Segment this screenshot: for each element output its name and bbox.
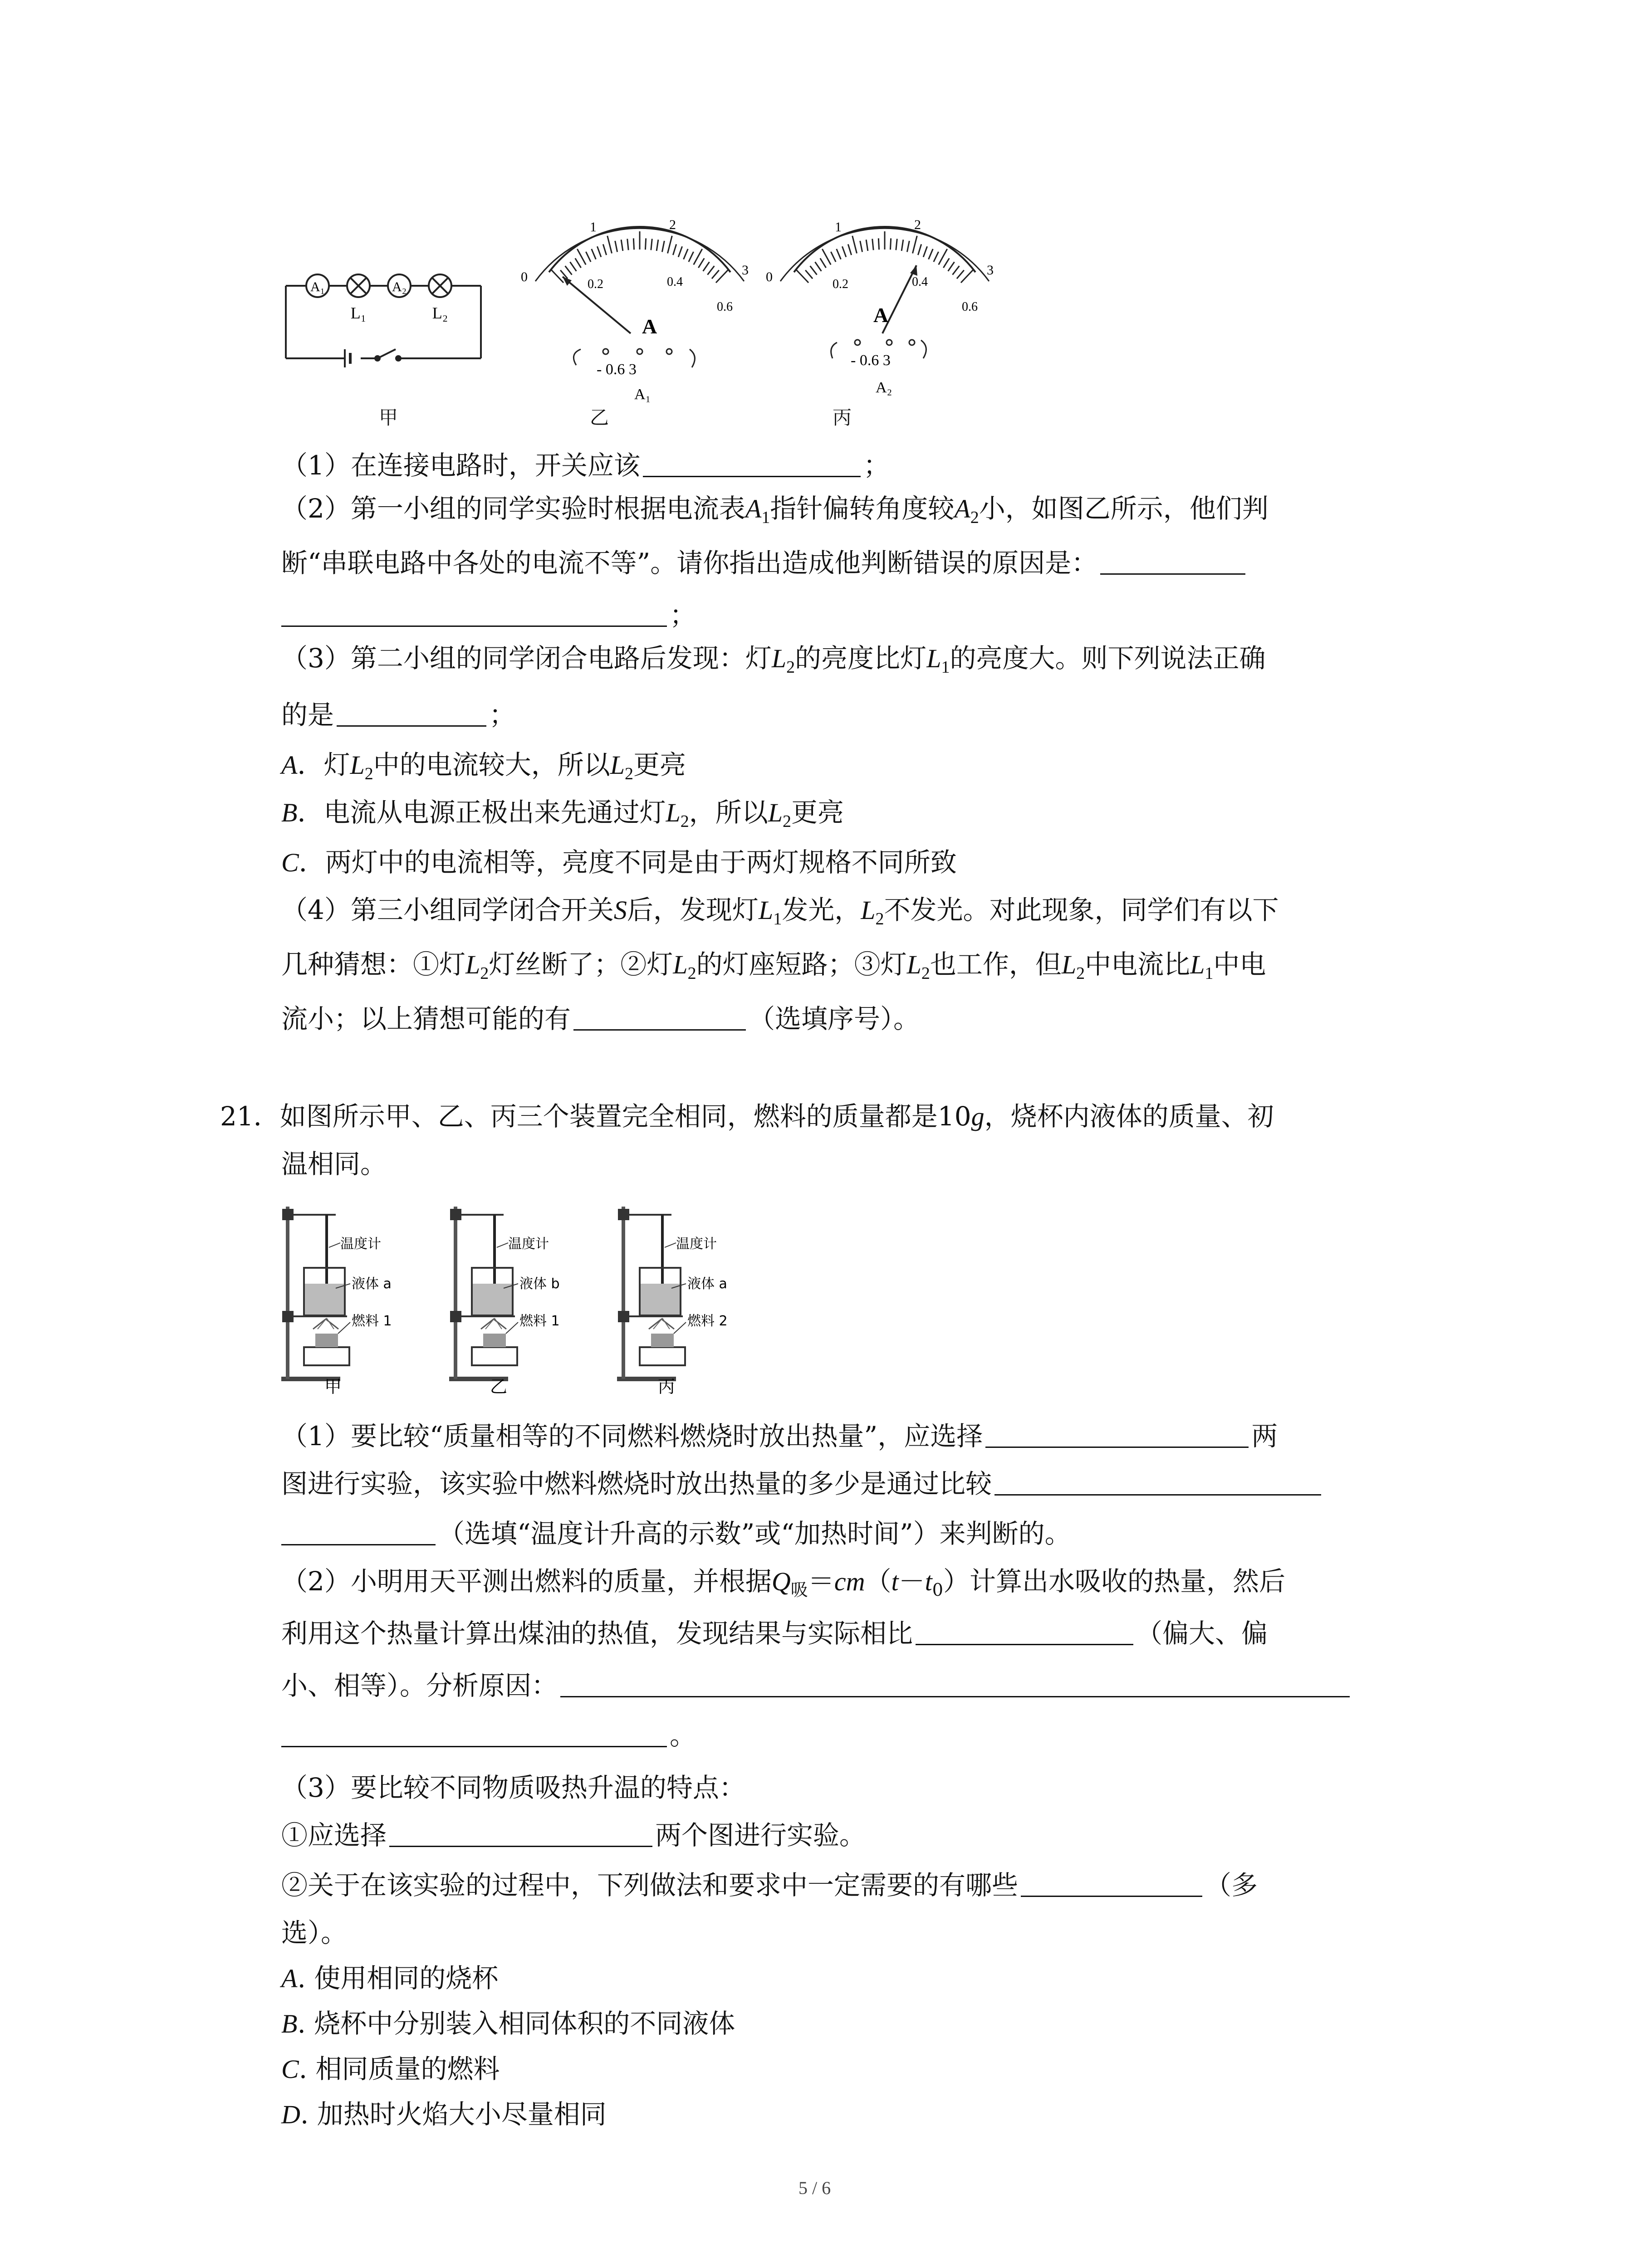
answer-blank-q21-2b[interactable] [560, 1670, 1350, 1697]
svg-text:0.2: 0.2 [588, 277, 603, 291]
dial-tick [592, 249, 596, 259]
q21-option-d: D. 加热时火焰大小尽量相同 [281, 2099, 607, 2130]
dial-tick [684, 249, 688, 259]
dial-tick [678, 246, 682, 257]
answer-blank-q20-3[interactable] [337, 699, 486, 727]
answer-blank-q21-2a[interactable] [916, 1618, 1133, 1645]
svg-text:- 0.6 3: - 0.6 3 [851, 352, 891, 369]
q20-part4-line3: 流小；以上猜想可能的有 （选填序号）。 [281, 1003, 920, 1034]
apparatus-caption-bing: 丙 [658, 1377, 676, 1397]
dial-tick [689, 252, 694, 262]
q21-part2-line2: 利用这个热量计算出煤油的热值，发现结果与实际相比 （偏大、偏 [281, 1618, 1268, 1649]
dial-tick [575, 258, 581, 268]
svg-text:0: 0 [521, 269, 528, 284]
q20-option-a: A．灯$L_2$中的电流较大，所以$L_2$更亮 [281, 749, 686, 783]
heating-apparatus-2 [449, 1207, 518, 1381]
dial-tick [577, 249, 586, 265]
ammeter-dial-b [521, 217, 749, 403]
dial-tick [698, 258, 704, 268]
q20-part2-line3: ； [281, 599, 696, 631]
svg-text:A₂: A₂ [876, 379, 892, 396]
svg-text:0.6: 0.6 [962, 300, 978, 314]
answer-blank-q21-3a[interactable] [389, 1819, 652, 1847]
dial-tick [651, 239, 652, 250]
dial-tick [943, 258, 949, 268]
q21-part2-line1: （2）小明用天平测出燃料的质量，并根据$Q_吸=cm(t-t_0)$计算出水吸收的热量，然后 [281, 1566, 1285, 1600]
dial-tick [934, 252, 939, 262]
q21-part3-step2-cont: 选）。 [281, 1917, 348, 1948]
answer-blank-q21-2c[interactable] [281, 1720, 667, 1747]
dial-tick [907, 241, 909, 252]
svg-text:2: 2 [914, 217, 921, 232]
dial-tick [860, 241, 862, 252]
dial-tick [820, 258, 826, 268]
dial-tick [586, 252, 591, 262]
caption-bing: 丙 [833, 406, 852, 429]
apparatus-caption-yi: 乙 [490, 1377, 508, 1397]
dial-tick [872, 239, 873, 250]
liquid-label-2: 液体 b [519, 1276, 560, 1292]
answer-blank-q20-2b[interactable] [281, 599, 667, 627]
svg-text:1: 1 [590, 220, 597, 235]
svg-text:3: 3 [742, 263, 749, 278]
q21-part1-line2: 图进行实验，该实验中燃料燃烧时放出热量的多少是通过比较 [281, 1467, 1324, 1500]
q20-part1: （1）在连接电路时，开关应该 ； [281, 450, 890, 481]
dial-tick [607, 236, 612, 254]
dial-tick [890, 238, 891, 249]
answer-blank-q21-3b[interactable] [1021, 1869, 1202, 1897]
q20-part2-line2: 断“串联电路中各处的电流不等”。请你指出造成他判断错误的原因是： [281, 547, 1248, 579]
liquid-label-3: 液体 a [687, 1276, 727, 1292]
q20-option-b: B．电流从电源正极出来先通过灯$L_2$，所以$L_2$更亮 [281, 797, 844, 831]
dial-tick [603, 244, 606, 255]
svg-text:0: 0 [766, 269, 773, 284]
q21-part3-step2: ②关于在该实验的过程中，下列做法和要求中一定需要的有哪些 （多 [281, 1870, 1258, 1901]
dial-tick [805, 270, 813, 279]
dial-tick [929, 249, 933, 259]
dial-tick [667, 236, 672, 254]
dial-tick [912, 236, 917, 254]
dial-tick [866, 240, 868, 251]
q21-part1-line3: （选填“温度计升高的示数”或“加热时间”）来判断的。 [281, 1517, 1071, 1550]
svg-text:- 0.6 3: - 0.6 3 [597, 361, 637, 378]
q20-part4-line1: （4）第三小组同学闭合开关S后，发现灯$L_1$发光，$L_2$不发光。对此现象，同学们有以下 [281, 894, 1279, 929]
q21-stem-line2: 温相同。 [281, 1149, 387, 1179]
dial-tick [703, 262, 710, 271]
dial-tick [662, 241, 664, 252]
lamp-l1-label: L₁ [350, 304, 367, 322]
dial-tick [848, 244, 851, 255]
dial-tick [822, 249, 831, 265]
heating-apparatus-3 [617, 1207, 686, 1381]
svg-text:A: A [873, 303, 889, 327]
liquid-label-1: 液体 a [352, 1276, 392, 1292]
dial-tick [656, 240, 658, 251]
dial-tick [952, 266, 959, 274]
svg-text:0.2: 0.2 [833, 277, 848, 291]
fuel-label-1: 燃料 1 [352, 1313, 392, 1329]
apparatus-caption-jia: 甲 [324, 1377, 342, 1397]
ammeter-dial-c [766, 217, 994, 396]
dial-tick [815, 262, 821, 271]
dial-tick [923, 246, 927, 257]
lamp-l2-label: L₂ [432, 304, 448, 322]
dial-tick [633, 238, 634, 249]
dial-tick [842, 246, 846, 257]
answer-blank-q20-4[interactable] [573, 1003, 746, 1031]
dial-tick [939, 249, 947, 265]
svg-text:0.6: 0.6 [717, 300, 733, 314]
dial-tick [694, 249, 702, 265]
dial-tick [896, 239, 897, 250]
q21-part3-step1: ①应选择 两个图进行实验。 [281, 1820, 866, 1851]
heating-apparatus-figure [272, 1198, 798, 1397]
q20-part2-line1: （2）第一小组的同学实验时根据电流表$A_1$指针偏转角度较$A_2$小，如图乙所示，他们判 [281, 493, 1269, 527]
dial-tick [837, 249, 841, 259]
fuel-label-3: 燃料 2 [687, 1313, 728, 1329]
svg-text:0.4: 0.4 [667, 275, 683, 289]
dial-tick [878, 238, 879, 249]
q21-part1-line1: （1）要比较“质量相等的不同燃料燃烧时放出热量”，应选择 两 [281, 1421, 1278, 1452]
answer-blank-q21-1c[interactable] [281, 1518, 436, 1545]
dial-tick [901, 240, 903, 251]
q20-part3-line1: （3）第二小组的同学闭合电路后发现：灯$L_2$的亮度比灯$L_1$的亮度大。则下列说法正确 [281, 643, 1266, 677]
ammeter-a1-symbol: A₁ [310, 279, 325, 294]
dial-tick [948, 262, 955, 271]
dial-tick [918, 244, 921, 255]
q21-option-b: B. 烧杯中分别装入相同体积的不同液体 [281, 2008, 735, 2039]
dial-tick [810, 266, 817, 274]
dial-tick [712, 270, 719, 279]
dial-tick [627, 239, 628, 250]
answer-blank-q21-1a[interactable] [985, 1420, 1249, 1448]
caption-yi: 乙 [590, 406, 609, 429]
page-number: 5 / 6 [798, 2178, 831, 2198]
dial-tick [597, 246, 601, 257]
dial-tick [621, 240, 623, 251]
q20-option-c: C．两灯中的电流相等，亮度不同是由于两灯规格不同所致 [281, 847, 957, 878]
q21-stem-line1: 21．如图所示甲、乙、丙三个装置完全相同，燃料的质量都是10g，烧杯内液体的质量、初 [220, 1101, 1274, 1132]
svg-text:A₁: A₁ [634, 386, 651, 403]
thermometer-label-1: 温度计 [340, 1236, 381, 1252]
svg-text:2: 2 [669, 217, 676, 232]
dial-tick [645, 238, 646, 249]
dial-tick [852, 236, 857, 254]
q21-part3-title: （3）要比较不同物质吸热升温的特点： [281, 1772, 745, 1803]
q20-part4-line2: 几种猜想：①灯$L_2$灯丝断了；②灯$L_2$的灯座短路；③灯$L_2$也工作，但$L_2$中电流比$L_1$中电 [281, 949, 1266, 983]
svg-text:A: A [642, 315, 657, 338]
q21-part2-line4: 。 [281, 1719, 696, 1752]
svg-text:0.4: 0.4 [912, 275, 928, 289]
dial-tick [707, 266, 714, 274]
svg-text:3: 3 [987, 263, 994, 278]
dial-tick [957, 270, 964, 279]
answer-blank-q20-2a[interactable] [1100, 547, 1245, 575]
heating-apparatus-1 [281, 1207, 350, 1381]
thermometer-label-2: 温度计 [508, 1236, 549, 1252]
fuel-label-2: 燃料 1 [519, 1313, 560, 1329]
answer-blank-q20-1[interactable] [643, 450, 861, 477]
q21-option-c: C. 相同质量的燃料 [281, 2053, 500, 2084]
q21-option-a: A. 使用相同的烧杯 [281, 1963, 499, 1994]
dial-tick [831, 252, 836, 262]
q20-part3-line2: 的是 ； [281, 699, 516, 730]
q21-part2-line3: 小、相等）。分析原因： [281, 1669, 1352, 1702]
svg-text:1: 1 [835, 220, 842, 235]
dial-tick [565, 266, 572, 274]
answer-blank-q21-1b[interactable] [994, 1468, 1321, 1496]
dial-tick [673, 244, 676, 255]
dial-tick [570, 262, 576, 271]
ammeter-a2-symbol: A₂ [392, 279, 407, 294]
dial-tick [615, 241, 617, 252]
thermometer-label-3: 温度计 [676, 1236, 717, 1252]
caption-jia: 甲 [379, 406, 398, 429]
